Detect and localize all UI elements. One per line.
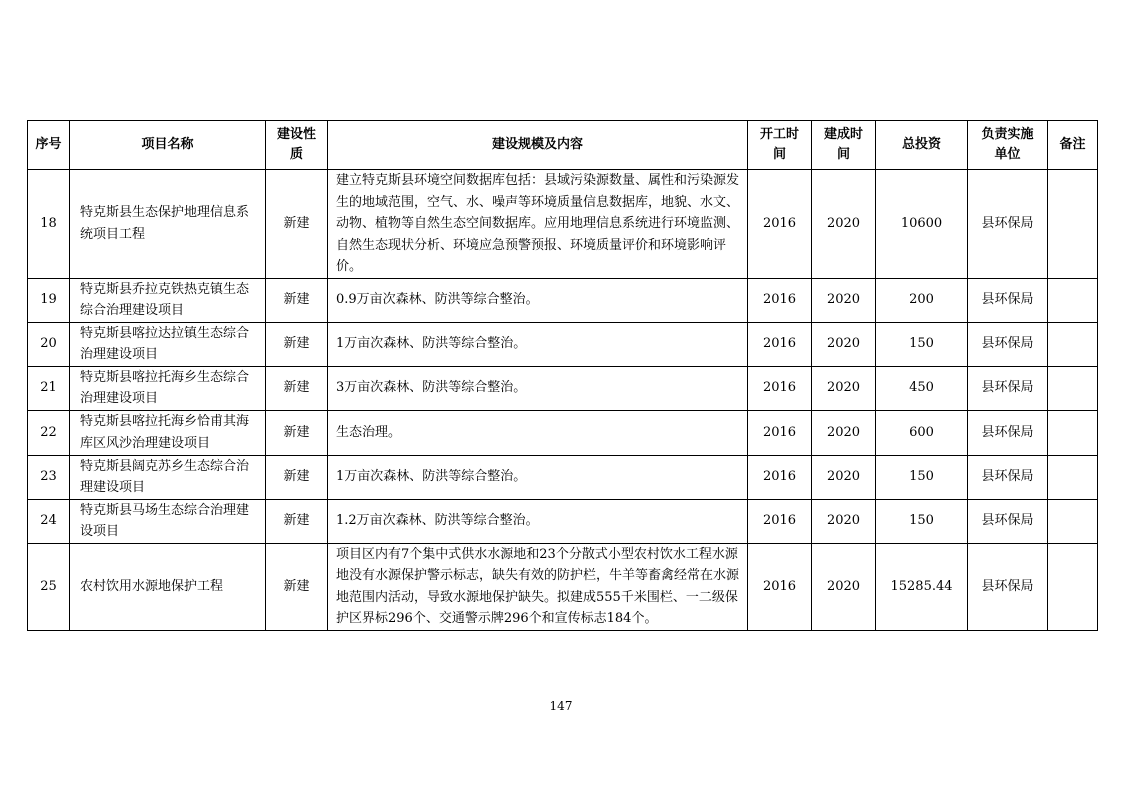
header-unit: 负责实施单位 xyxy=(968,121,1048,170)
cell-start: 2016 xyxy=(748,410,812,455)
cell-start: 2016 xyxy=(748,455,812,499)
table-row xyxy=(28,278,1098,322)
cell-unit: 县环保局 xyxy=(968,322,1048,366)
cell-start: 2016 xyxy=(748,499,812,543)
cell-remark xyxy=(1048,278,1098,322)
cell-remark xyxy=(1048,366,1098,410)
cell-start: 2016 xyxy=(748,170,812,279)
cell-unit: 县环保局 xyxy=(968,543,1048,630)
header-content: 建设规模及内容 xyxy=(328,121,748,170)
cell-nature: 新建 xyxy=(266,455,328,499)
header-investment: 总投资 xyxy=(876,121,968,170)
cell-investment: 150 xyxy=(876,322,968,366)
table-row xyxy=(28,410,1098,455)
cell-unit: 县环保局 xyxy=(968,455,1048,499)
project-table xyxy=(27,120,1098,631)
cell-investment: 200 xyxy=(876,278,968,322)
cell-investment: 10600 xyxy=(876,170,968,279)
cell-remark xyxy=(1048,543,1098,630)
cell-nature: 新建 xyxy=(266,278,328,322)
header-end: 建成时间 xyxy=(812,121,876,170)
cell-end: 2020 xyxy=(812,278,876,322)
cell-unit: 县环保局 xyxy=(968,366,1048,410)
cell-no: 25 xyxy=(28,543,70,630)
cell-content: 1万亩次森林、防洪等综合整治。 xyxy=(328,455,748,499)
cell-end: 2020 xyxy=(812,455,876,499)
cell-nature: 新建 xyxy=(266,543,328,630)
table-row xyxy=(28,499,1098,543)
cell-content: 建立特克斯县环境空间数据库包括：县域污染源数量、属性和污染源发生的地域范围，空气、水、噪声等环境质量信息数据库，地貌、水文、动物、植物等自然生态空间数据库。应用地理信息系统进行环境监测、自然生态现状分析、环境应急预警预报、环境质量评价和环境影响评价。 xyxy=(328,170,748,279)
cell-start: 2016 xyxy=(748,543,812,630)
cell-end: 2020 xyxy=(812,366,876,410)
cell-nature: 新建 xyxy=(266,499,328,543)
cell-name: 特克斯县马场生态综合治理建设项目 xyxy=(70,499,266,543)
cell-unit: 县环保局 xyxy=(968,499,1048,543)
table-row xyxy=(28,170,1098,279)
cell-start: 2016 xyxy=(748,278,812,322)
cell-investment: 450 xyxy=(876,366,968,410)
header-no: 序号 xyxy=(28,121,70,170)
cell-name: 特克斯县乔拉克铁热克镇生态综合治理建设项目 xyxy=(70,278,266,322)
cell-remark xyxy=(1048,170,1098,279)
cell-content: 生态治理。 xyxy=(328,410,748,455)
cell-investment: 150 xyxy=(876,499,968,543)
cell-unit: 县环保局 xyxy=(968,410,1048,455)
cell-no: 20 xyxy=(28,322,70,366)
cell-start: 2016 xyxy=(748,322,812,366)
page-number: 147 xyxy=(549,699,573,713)
cell-remark xyxy=(1048,499,1098,543)
cell-end: 2020 xyxy=(812,410,876,455)
cell-unit: 县环保局 xyxy=(968,278,1048,322)
cell-name: 特克斯县阔克苏乡生态综合治理建设项目 xyxy=(70,455,266,499)
header-remark: 备注 xyxy=(1048,121,1098,170)
cell-unit: 县环保局 xyxy=(968,170,1048,279)
cell-nature: 新建 xyxy=(266,410,328,455)
header-name: 项目名称 xyxy=(70,121,266,170)
cell-start: 2016 xyxy=(748,366,812,410)
cell-remark xyxy=(1048,322,1098,366)
cell-end: 2020 xyxy=(812,543,876,630)
table-row xyxy=(28,543,1098,630)
cell-investment: 600 xyxy=(876,410,968,455)
cell-end: 2020 xyxy=(812,170,876,279)
cell-name: 特克斯县喀拉托海乡生态综合治理建设项目 xyxy=(70,366,266,410)
table-header-row xyxy=(28,121,1098,170)
cell-content: 1万亩次森林、防洪等综合整治。 xyxy=(328,322,748,366)
cell-content: 项目区内有7个集中式供水水源地和23个分散式小型农村饮水工程水源地没有水源保护警示标志，缺失有效的防护栏，牛羊等畜禽经常在水源地范围内活动，导致水源地保护缺失。拟建成555千米围栏、一二级保护区界标296个、交通警示牌296个和宣传标志184个。 xyxy=(328,543,748,630)
cell-nature: 新建 xyxy=(266,366,328,410)
table-row xyxy=(28,455,1098,499)
cell-no: 18 xyxy=(28,170,70,279)
cell-name: 特克斯县喀拉托海乡恰甫其海库区风沙治理建设项目 xyxy=(70,410,266,455)
header-nature: 建设性质 xyxy=(266,121,328,170)
cell-nature: 新建 xyxy=(266,322,328,366)
cell-no: 22 xyxy=(28,410,70,455)
cell-no: 23 xyxy=(28,455,70,499)
cell-content: 0.9万亩次森林、防洪等综合整治。 xyxy=(328,278,748,322)
cell-no: 21 xyxy=(28,366,70,410)
cell-name: 特克斯县喀拉达拉镇生态综合治理建设项目 xyxy=(70,322,266,366)
table-row xyxy=(28,366,1098,410)
cell-no: 24 xyxy=(28,499,70,543)
cell-investment: 150 xyxy=(876,455,968,499)
cell-name: 农村饮用水源地保护工程 xyxy=(70,543,266,630)
cell-no: 19 xyxy=(28,278,70,322)
cell-remark xyxy=(1048,455,1098,499)
cell-end: 2020 xyxy=(812,322,876,366)
table-row xyxy=(28,322,1098,366)
cell-content: 1.2万亩次森林、防洪等综合整治。 xyxy=(328,499,748,543)
cell-remark xyxy=(1048,410,1098,455)
cell-name: 特克斯县生态保护地理信息系统项目工程 xyxy=(70,170,266,279)
cell-nature: 新建 xyxy=(266,170,328,279)
cell-content: 3万亩次森林、防洪等综合整治。 xyxy=(328,366,748,410)
cell-investment: 15285.44 xyxy=(876,543,968,630)
cell-end: 2020 xyxy=(812,499,876,543)
header-start: 开工时间 xyxy=(748,121,812,170)
